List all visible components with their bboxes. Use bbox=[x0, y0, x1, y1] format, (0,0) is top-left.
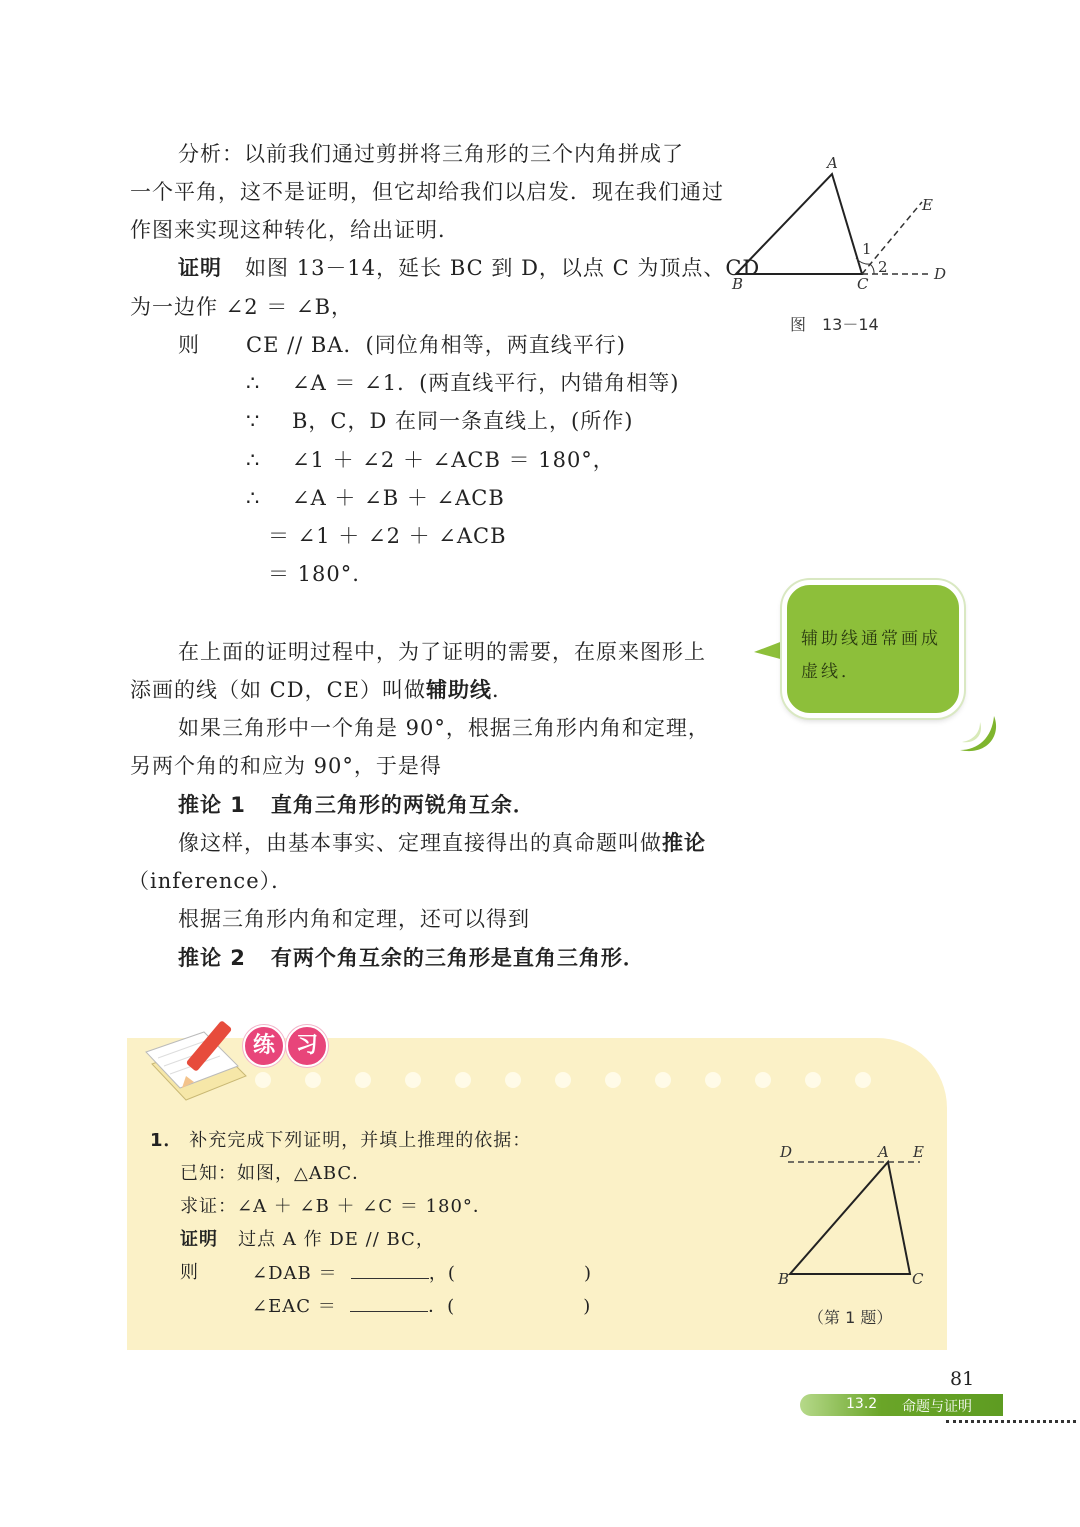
footer-dotted-rule bbox=[946, 1420, 1076, 1423]
corollary-2 bbox=[178, 943, 645, 973]
proof-step-4: ∠1 ＋ ∠2 ＋ ∠ACB ＝ 180°， bbox=[292, 448, 615, 472]
panel-dot bbox=[505, 1072, 521, 1088]
tip-bubble bbox=[782, 580, 964, 718]
panel-dot bbox=[755, 1072, 771, 1088]
proof-step-3: B，C，D 在同一条直线上，(所作) bbox=[292, 409, 634, 433]
notebook-pencil-icon bbox=[142, 1012, 252, 1102]
proof-line-1 bbox=[178, 253, 760, 283]
triangle-abc-exercise bbox=[790, 1162, 910, 1274]
proof-line-2: 为一边作 ∠2 ＝ ∠B， bbox=[130, 295, 354, 319]
proof-symbol-therefore: ∴ bbox=[246, 371, 261, 395]
corollary-2-text: 有两个角互余的三角形是直角三角形． bbox=[270, 946, 645, 970]
proof-symbol-therefore: ∴ bbox=[246, 486, 261, 510]
figure-13-14 bbox=[720, 150, 960, 300]
page-number: 81 bbox=[950, 1368, 975, 1390]
proof-label: 证明 bbox=[178, 256, 222, 280]
proof-step-2: ∠A ＝ ∠1．(两直线平行，内错角相等) bbox=[292, 371, 680, 395]
angle-2-arc bbox=[870, 264, 874, 274]
corollary-1-text: 直角三角形的两锐角互余． bbox=[270, 793, 535, 817]
panel-dot bbox=[805, 1072, 821, 1088]
analysis-line-2: 一个平角，这不是证明，但它却给我们以启发．现在我们通过 bbox=[130, 180, 724, 204]
panel-dot bbox=[855, 1072, 871, 1088]
section-number: 13.2 bbox=[846, 1396, 878, 1412]
exercise-then: 则 bbox=[180, 1262, 199, 1283]
exercise-prove: 求证：∠A ＋ ∠B ＋ ∠C ＝ 180°． bbox=[180, 1196, 492, 1217]
fig1-label-angle-1: 1 bbox=[862, 240, 872, 258]
panel-dot bbox=[705, 1072, 721, 1088]
inference-line-2: （inference）． bbox=[128, 869, 294, 893]
aux-line-1: 在上面的证明过程中，为了证明的需要，在原来图形上 bbox=[178, 640, 706, 664]
exercise-row-1 bbox=[252, 1260, 592, 1287]
corollary-1 bbox=[178, 790, 535, 820]
row1-angle: ∠DAB ＝ bbox=[252, 1263, 338, 1284]
question-text: 补充完成下列证明，并填上推理的依据： bbox=[189, 1130, 532, 1151]
row2-close-paren: ) bbox=[583, 1296, 592, 1317]
panel-dot bbox=[405, 1072, 421, 1088]
proof-step-5: ∠A ＋ ∠B ＋ ∠ACB bbox=[292, 486, 505, 510]
proof-symbol-because: ∵ bbox=[246, 409, 261, 433]
inference-line-1 bbox=[178, 828, 706, 858]
fig1-label-a: A bbox=[827, 154, 838, 172]
panel-dot bbox=[455, 1072, 471, 1088]
question-number: 1． bbox=[150, 1130, 183, 1151]
ex-fig-label-a: A bbox=[878, 1143, 889, 1161]
proof-step-7: ＝ 180°. bbox=[268, 562, 360, 586]
proof-symbol-therefore: ∴ bbox=[246, 448, 261, 472]
aux-line-2-text: 添画的线（如 CD，CE）叫做 bbox=[130, 678, 426, 702]
exercise-badge-2: 习 bbox=[286, 1025, 328, 1067]
exercise-figure-caption: （第 1 题） bbox=[808, 1308, 893, 1327]
ex-fig-label-e: E bbox=[913, 1143, 924, 1161]
exercise-given: 已知：如图，△ABC． bbox=[180, 1163, 372, 1184]
proof-intro: 如图 13－14，延长 BC 到 D，以点 C 为顶点、CD bbox=[245, 256, 761, 280]
exercise-proof bbox=[180, 1227, 435, 1253]
aux-line-2-end: ． bbox=[491, 678, 514, 702]
term-inference: 推论 bbox=[662, 831, 706, 855]
theorem-line: 根据三角形内角和定理，还可以得到 bbox=[178, 907, 530, 931]
panel-dot bbox=[305, 1072, 321, 1088]
corollary-2-label: 推论 2 bbox=[178, 946, 246, 970]
fig1-label-c: C bbox=[857, 275, 869, 293]
fig1-label-e: E bbox=[922, 196, 933, 214]
exercise-question bbox=[150, 1128, 531, 1154]
proof-step-1: CE // BA．(同位角相等，两直线平行) bbox=[246, 333, 626, 357]
exercise-proof-text: 过点 A 作 DE // BC， bbox=[238, 1229, 435, 1250]
row2-open-paren: ．( bbox=[428, 1296, 456, 1317]
triangle-abc bbox=[736, 174, 862, 274]
exercise-figure bbox=[770, 1140, 940, 1290]
right-angle-line-2: 另两个角的和应为 90°，于是得 bbox=[130, 754, 442, 778]
proof-step-6: ＝ ∠1 ＋ ∠2 ＋ ∠ACB bbox=[268, 524, 507, 548]
inference-text: 像这样，由基本事实、定理直接得出的真命题叫做 bbox=[178, 831, 662, 855]
section-title: 命题与证明 bbox=[902, 1399, 972, 1415]
row1-close-paren: ) bbox=[583, 1263, 592, 1284]
tip-text: 辅助线通常画成虚线． bbox=[801, 629, 941, 682]
analysis-line-3: 作图来实现这种转化，给出证明． bbox=[130, 218, 460, 242]
fig1-label-b: B bbox=[732, 275, 744, 293]
aux-line-2 bbox=[130, 675, 514, 705]
ray-ce bbox=[862, 202, 922, 274]
fig1-label-angle-2: 2 bbox=[878, 258, 888, 276]
panel-dot bbox=[255, 1072, 271, 1088]
fig1-label-d: D bbox=[934, 265, 947, 283]
ex-fig-label-d: D bbox=[780, 1143, 793, 1161]
answer-blank-2[interactable] bbox=[350, 1293, 428, 1312]
term-auxiliary-line: 辅助线 bbox=[425, 678, 492, 702]
answer-blank-1[interactable] bbox=[351, 1260, 429, 1279]
panel-dot bbox=[655, 1072, 671, 1088]
panel-dot bbox=[355, 1072, 371, 1088]
section-banner bbox=[800, 1394, 1003, 1416]
ex-fig-label-c: C bbox=[912, 1270, 924, 1288]
exercise-row-2 bbox=[252, 1293, 591, 1320]
ex-fig-label-b: B bbox=[778, 1270, 790, 1288]
figure-13-14-caption: 图 13－14 bbox=[790, 315, 879, 334]
panel-dot bbox=[555, 1072, 571, 1088]
corollary-1-label: 推论 1 bbox=[178, 793, 246, 817]
exercise-badge-1: 练 bbox=[243, 1025, 285, 1067]
moon-decoration-icon bbox=[950, 712, 1002, 758]
right-angle-line-1: 如果三角形中一个角是 90°，根据三角形内角和定理， bbox=[178, 716, 710, 740]
panel-dot bbox=[605, 1072, 621, 1088]
proof-then: 则 bbox=[178, 333, 200, 357]
row2-angle: ∠EAC ＝ bbox=[252, 1296, 337, 1317]
row1-open-paren: ，( bbox=[428, 1263, 456, 1284]
analysis-line-1: 分析：以前我们通过剪拼将三角形的三个内角拼成了 bbox=[178, 142, 684, 166]
exercise-proof-label: 证明 bbox=[180, 1229, 218, 1250]
